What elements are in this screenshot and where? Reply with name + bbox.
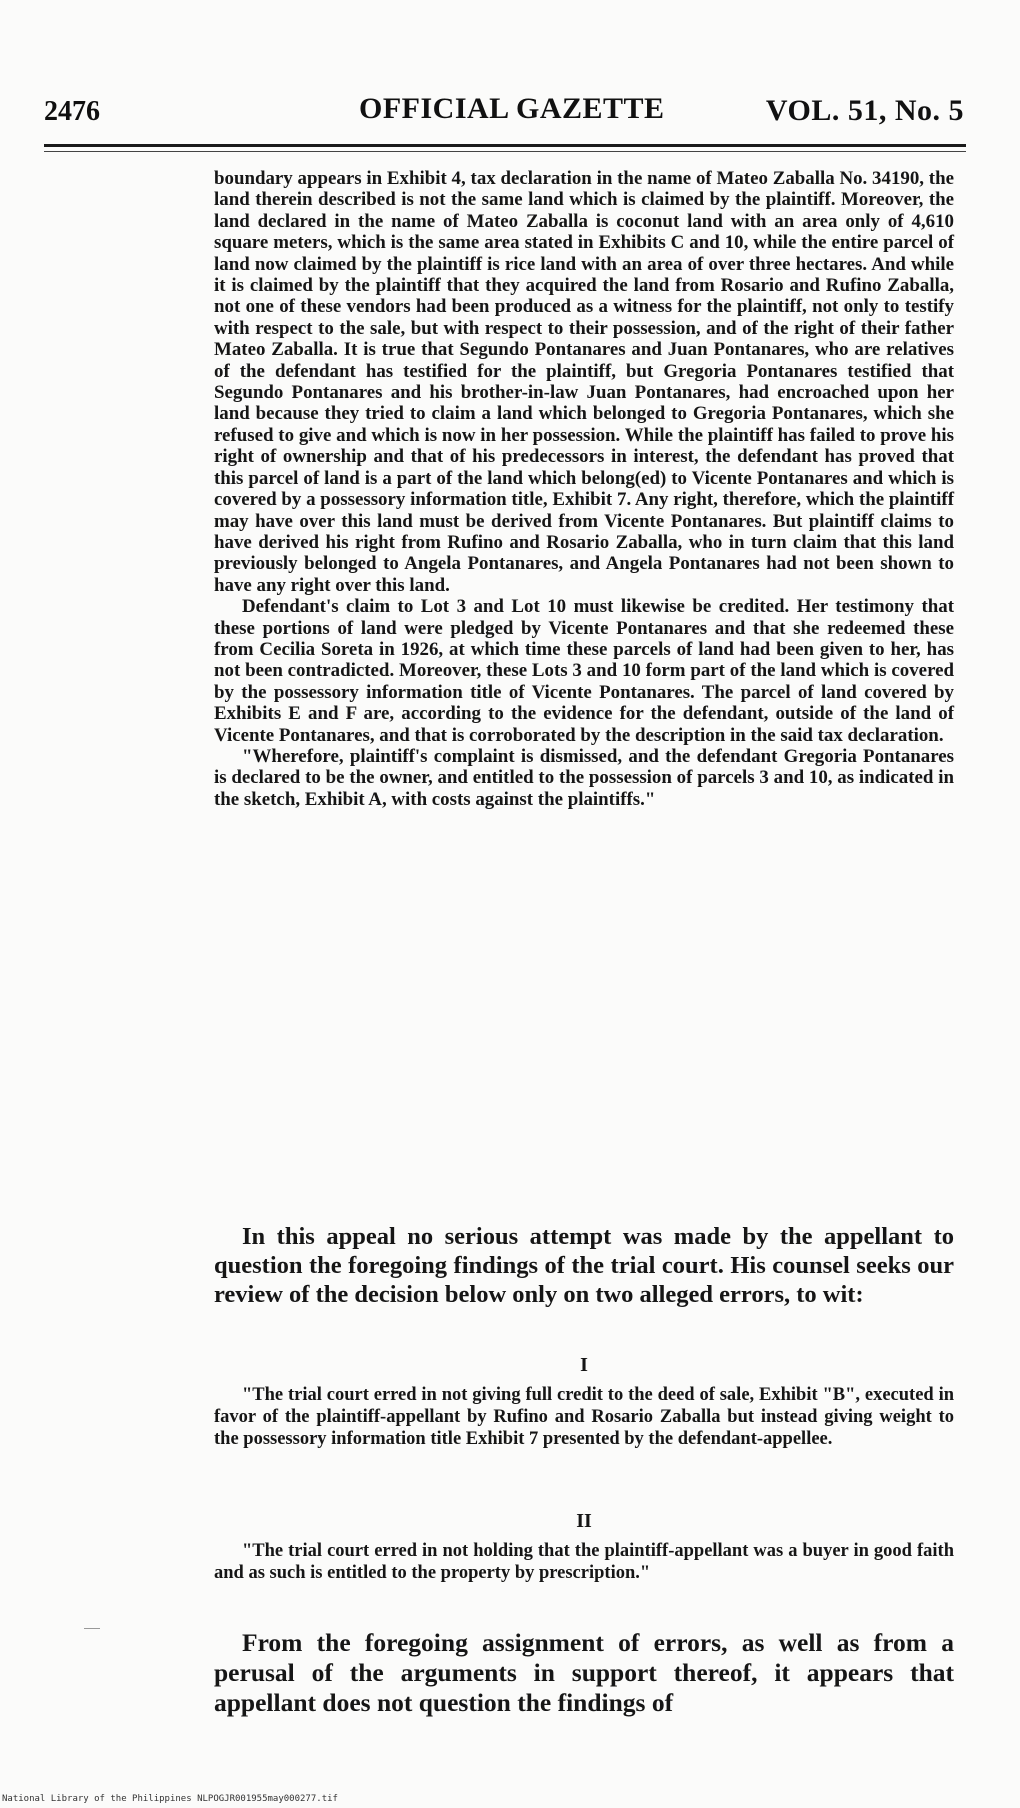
header-rule [44,144,966,147]
error-2-block [214,1540,954,1584]
decision-quote [214,168,954,810]
page-number: 2476 [44,96,100,127]
quote-paragraph-1: boundary appears in Exhibit 4, tax declaration in the name of Mateo Zaballa No. 34190, the land therein described is not the same land which is claimed by the plaintiff. Moreover, the land declared in the name of Mateo Zaballa is coconut land with an area only of 4,610 square meters, which is the same area stated in Exhibits C and 10, while the entire parcel of land now claimed by the plaintiff is rice land with an area of over three hectares. And while it is claimed by the plaintiff that they acquired the land from Rosario and Rufino Zaballa, not one of these vendors had been produced as a witness for the plaintiff, not only to testify with respect to the sale, but with respect to their possession, and of the right of their father Mateo Zaballa. It is true that Segundo Pontanares and Juan Pontanares, who are relatives of the defendant has testified for the plaintiff, but Gregoria Pontanares testified that Segundo Pontanares and his brother-in-law Juan Pontanares, had encroached upon her land because they tried to claim a land which belonged to Gregoria Pontanares, which she refused to give and which is now in her possession. While the plaintiff has failed to prove his right of ownership and that of his predecessors in interest, the defendant has proved that this parcel of land is a part of the land which belong(ed) to Vicente Pontanares and which is covered by a possessory information title, Exhibit 7. Any right, therefore, which the plaintiff may have over this land must be derived from Vicente Pontanares. But plaintiff claims to have derived his right from Rufino and Rosario Zaballa, who in turn claim that this land previously belonged to Angela Pontanares, and Angela Pontanares had not been shown to have any right over this land. [214,168,954,596]
margin-mark [84,1628,100,1629]
header-rule-thin [44,151,966,152]
appeal-paragraph: In this appeal no serious attempt was made by the appellant to question the foregoing findings of the trial court. His counsel seeks our review of the decision below only on two alleged errors, to wit: [214,1223,954,1308]
error-2-text: "The trial court erred in not holding that the plaintiff-appellant was a buyer in good faith and as such is entitled to the property by prescription." [214,1541,954,1583]
error-2-numeral: II [576,1510,592,1532]
error-1-text: "The trial court erred in not giving full credit to the deed of sale, Exhibit "B", executed in favor of the plaintiff-appellant by Rufino and Rosario Zaballa but instead giving weight to the possessory information title Exhibit 7 presented by the defendant-appellee. [214,1385,954,1449]
page-header [44,92,974,132]
scan-source-note: National Library of the Philippines NLPOGJR001955may000277.tif [2,1794,338,1804]
publication-title: OFFICIAL GAZETTE [359,92,665,125]
closing-section [214,1628,954,1718]
quote-paragraph-2: Defendant's claim to Lot 3 and Lot 10 must likewise be credited. Her testimony that these portions of land were pledged by Vicente Pontanares and that she redeemed these from Cecilia Soreta in 1926, at which time these parcels of land had been given to her, has not been contradicted. Moreover, these Lots 3 and 10 form part of the land which is covered by the possessory information title of Vicente Pontanares. The parcel of land covered by Exhibits E and F are, according to the evidence for the defendant, outside of the land of Vicente Pontanares, and that is corroborated by the description in the said tax declaration. [214,596,954,746]
error-1-block [214,1384,954,1450]
volume-number: VOL. 51, No. 5 [765,94,964,127]
error-1-numeral: I [580,1354,588,1376]
appeal-section [214,1222,954,1309]
quote-paragraph-3: "Wherefore, plaintiff's complaint is dismissed, and the defendant Gregoria Pontanares is declared to be the owner, and entitled to the possession of parcels 3 and 10, as indicated in the sketch, Exhibit A, with costs against the plaintiffs." [214,745,954,810]
closing-paragraph: From the foregoing assignment of errors, as well as from a perusal of the arguments in support thereof, it appears that appellant does not question the findings of [214,1628,954,1717]
